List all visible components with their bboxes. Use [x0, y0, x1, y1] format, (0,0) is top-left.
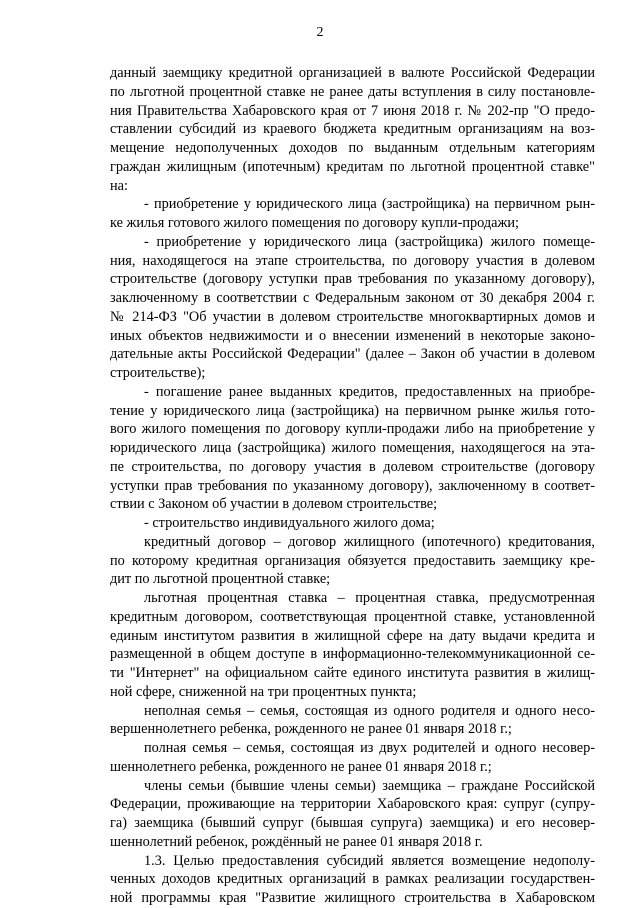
text-line: Федерации, проживающие на территории Хабаровского края: супруг (супру-: [110, 796, 595, 813]
text-line: шеннолетний ребенок, рождённый не ранее 01 января 2018 г.: [110, 833, 483, 850]
text-line: - приобретение у юридического лица (застройщика) на первичном рын-: [144, 196, 595, 213]
text-line: граждан жилищным (ипотечным) кредитам по льготной процентной ставке": [110, 158, 595, 175]
text-line: дит по льготной процентной ставке;: [110, 571, 331, 588]
text-line: - погашение ранее выданных кредитов, предоставленных на приобре-: [144, 383, 595, 400]
text-line: кредитный договор – договор жилищного (ипотечного) кредитования,: [144, 533, 595, 550]
text-line: шеннолетнего ребенка, рожденного не ранее 01 января 2018 г.;: [110, 758, 492, 775]
text-line: ти "Интернет" на официальном сайте единого института развития в жилищ-: [110, 665, 595, 681]
text-line: члены семьи (бывшие члены семьи) заемщика – граждане Российской: [144, 777, 595, 794]
text-line: ния Правительства Хабаровского края от 7 июня 2018 г. № 202-пр "О предо-: [110, 102, 595, 119]
text-line: № 214-ФЗ "Об участии в долевом строительстве многоквартирных домов и: [110, 308, 595, 325]
text-line: га) заемщика (бывший супруг (бывшая супруга) заемщика) и его несовер-: [110, 815, 595, 831]
text-line: пе строительства, по договору участия в долевом строительстве (договору: [110, 458, 595, 475]
text-line: вершеннолетнего ребенка, рожденного не ранее 01 января 2018 г.;: [110, 721, 512, 738]
text-line: мещение недополученных доходов по выданным отдельным категориям: [110, 140, 595, 156]
text-line: строительстве (договору уступки прав требования по указанному договору),: [110, 271, 595, 288]
text-line: неполная семья – семья, состоящая из одного родителя и одного несо-: [144, 702, 595, 719]
text-line: по льготной процентной ставке не ранее даты вступления в силу постановле-: [110, 83, 595, 100]
text-line: заключенному в соответствии с Федеральным законом от 30 декабря 2004 г.: [110, 290, 595, 306]
text-line: кредитным договором, соответствующая процентной ставке, установленной: [110, 608, 595, 625]
text-line: ствии с Законом об участии в долевом строительстве;: [110, 496, 438, 513]
text-line: дательные акты Российской Федерации" (далее – Закон об участии в долевом: [110, 346, 595, 363]
text-line: - приобретение у юридического лица (застройщика) жилого помеще-: [144, 233, 595, 250]
text-line: - строительство индивидуального жилого дома;: [144, 515, 435, 531]
text-line: ке жилья готового жилого помещения по договору купли-продажи;: [110, 215, 520, 231]
text-line: вого жилого помещения по договору купли-продажи либо на приобретение у: [110, 421, 595, 438]
document-body: [110, 64, 595, 908]
text-line: тение у юридического лица (застройщика) на первичном рынке жилья гото-: [110, 402, 595, 419]
text-line: ченных доходов кредитных организаций в рамках реализации государствен-: [110, 871, 595, 888]
text-line: ния, находящегося на этапе строительства, по договору участия в долевом: [110, 252, 595, 269]
text-line: ной программы края "Развитие жилищного строительства в Хабаровском: [110, 890, 595, 906]
text-line: иных объектов недвижимости и о внесении изменений в некоторые законо-: [110, 327, 595, 344]
text-line: льготная процентная ставка – процентная ставка, предусмотренная: [144, 590, 595, 606]
text-line: полная семья – семья, состоящая из двух родителей и одного несовер-: [144, 740, 595, 756]
text-line: юридического лица (застройщика) жилого помещения, находящегося на эта-: [110, 440, 595, 456]
text-line: 1.3. Целью предоставления субсидий является возмещение недополу-: [144, 852, 595, 869]
text-line: размещенной в общем доступе в информационно-телекоммуникационной се-: [110, 646, 595, 663]
page-number: 2: [316, 25, 324, 40]
text-line: ной сфере, сниженной на три процентных пункта;: [110, 683, 417, 700]
text-line: данный заемщику кредитной организацией в валюте Российской Федерации: [110, 65, 595, 81]
text-line: уступки прав требования по указанному договору), заключенному в соответ-: [110, 477, 595, 494]
text-line: на:: [110, 177, 128, 194]
text-line: строительстве);: [110, 365, 206, 381]
text-line: ставлении субсидий из краевого бюджета кредитным организациям на воз-: [110, 121, 595, 138]
text-line: единым институтом развития в жилищной сфере на дату выдачи кредита и: [110, 627, 595, 644]
text-line: по которому кредитная организация обязуется предоставить заемщику кре-: [110, 552, 595, 569]
